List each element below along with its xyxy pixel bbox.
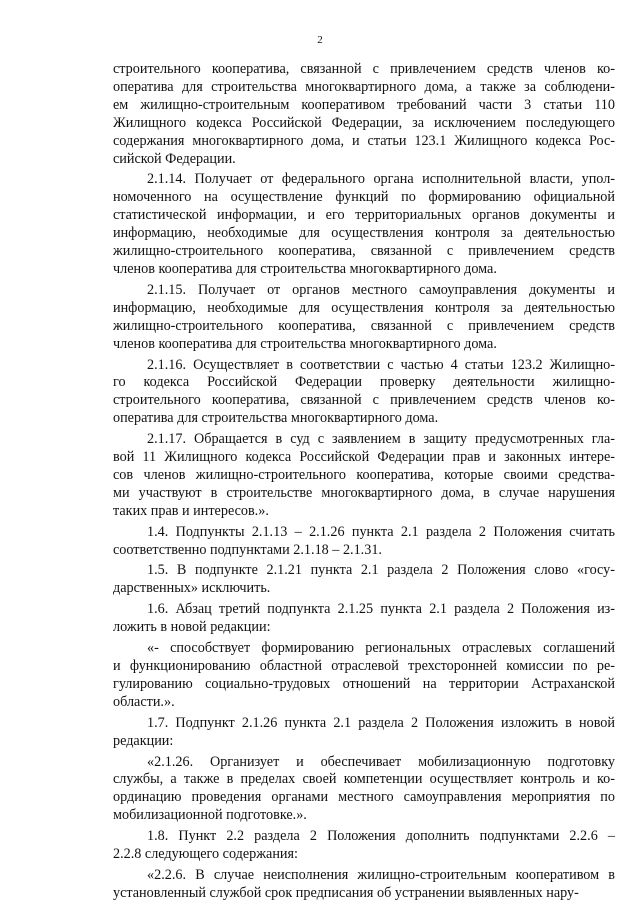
- text-line: информацию, необходимые для осуществления контроля за деятельностью: [113, 299, 615, 316]
- paragraph: [113, 357, 615, 429]
- text-line: и функционированию областной отраслевой трехсторонней комиссии по ре-: [113, 658, 615, 674]
- text-line: «2.2.6. В случае неисполнения жилищно-строительным кооперативом в: [147, 866, 615, 883]
- text-line: членов кооператива для строительства многоквартирного дома.: [113, 260, 497, 277]
- text-line: членов кооператива для строительства многоквартирного дома.: [113, 335, 497, 352]
- text-line: области.».: [113, 693, 175, 710]
- text-line: строительного кооператива, связанной с привлечением средств членов ко-: [113, 392, 615, 409]
- paragraph: [113, 562, 615, 598]
- text-line: 1.5. В подпункте 2.1.21 пункта 2.1 раздела 2 Положения слово «госу-: [147, 562, 615, 579]
- paragraph: [113, 524, 615, 560]
- text-line: таких прав и интересов.».: [113, 502, 269, 519]
- text-line: 2.1.17. Обращается в суд с заявлением в защиту предусмотренных гла-: [147, 431, 615, 448]
- paragraph: [113, 867, 615, 903]
- text-line: оператива для строительства многоквартирного дома, а также за соблюдени-: [113, 78, 615, 95]
- text-line: 2.1.16. Осуществляет в соответствии с частью 4 статьи 123.2 Жилищно-: [147, 356, 615, 373]
- text-line: 2.1.14. Получает от федерального органа исполнительной власти, упол-: [147, 171, 615, 188]
- text-line: «2.1.26. Организует и обеспечивает мобилизационную подготовку: [147, 753, 615, 770]
- page-number: 2: [317, 34, 323, 46]
- text-line: «- способствует формированию региональных отраслевых соглашений: [147, 640, 615, 657]
- text-line: сийской Федерации.: [113, 150, 236, 167]
- text-line: ем жилищно-строительным кооперативом требований части 3 статьи 110: [113, 96, 615, 113]
- text-line: жилищно-строительного кооператива, связанной с привлечением средств: [113, 243, 615, 260]
- paragraph: [113, 601, 615, 637]
- paragraph: [113, 171, 615, 278]
- text-line: статистической информации, и его территориальных органов документы и: [113, 207, 615, 224]
- text-line: номоченного на осуществление функций по формированию официальной: [113, 189, 615, 206]
- text-line: строительного кооператива, связанной с привлечением средств членов ко-: [113, 61, 615, 77]
- document-body: [113, 61, 615, 903]
- text-line: информацию, необходимые для осуществления контроля за деятельностью: [113, 225, 615, 242]
- paragraph: [113, 715, 615, 751]
- text-line: Жилищного кодекса Российской Федерации, за исключением последующего: [113, 114, 615, 131]
- text-line: дарственных» исключить.: [113, 580, 271, 597]
- text-line: 1.6. Абзац третий подпункта 2.1.25 пункта 2.1 раздела 2 Положения из-: [147, 601, 615, 618]
- text-line: го кодекса Российской Федерации проверку деятельности жилищно-: [113, 374, 615, 391]
- text-line: сов членов жилищно-строительного кооператива, которые своими средства-: [113, 466, 615, 483]
- text-line: редакции:: [113, 732, 174, 749]
- text-line: 2.2.8 следующего содержания:: [113, 846, 298, 863]
- text-line: оператива для строительства многоквартирного дома.: [113, 410, 439, 427]
- text-line: установленный службой срок предписания об устранении выявленных нару-: [113, 884, 579, 901]
- text-line: ложить в новой редакции:: [113, 619, 271, 636]
- text-line: мобилизационной подготовке.».: [113, 807, 307, 824]
- paragraph: [113, 282, 615, 354]
- paragraph: [113, 754, 615, 826]
- paragraph: [113, 828, 615, 864]
- text-line: службы, а также в пределах своей компетенции осуществляет контроль и ко-: [113, 771, 615, 788]
- text-line: ординацию проведения органами местного самоуправления мероприятия по: [113, 789, 615, 806]
- text-line: жилищно-строительного кооператива, связанной с привлечением средств: [113, 317, 615, 334]
- text-line: 1.4. Подпункты 2.1.13 – 2.1.26 пункта 2.1 раздела 2 Положения считать: [147, 523, 615, 540]
- text-line: гулированию социально-трудовых отношений на территории Астраханской: [113, 675, 615, 692]
- paragraph: [113, 640, 615, 712]
- paragraph: [113, 61, 615, 168]
- text-line: вой 11 Жилищного кодекса Российской Федерации прав и законных интере-: [113, 449, 615, 466]
- paragraph: [113, 431, 615, 521]
- text-line: ми участвуют в строительстве многоквартирного дома, в случае нарушения: [113, 484, 615, 501]
- text-line: содержания многоквартирного дома, и статьи 123.1 Жилищного кодекса Рос-: [113, 132, 615, 149]
- text-line: соответственно подпунктами 2.1.18 – 2.1.31.: [113, 541, 382, 558]
- text-line: 2.1.15. Получает от органов местного самоуправления документы и: [147, 281, 615, 298]
- text-line: 1.7. Подпункт 2.1.26 пункта 2.1 раздела 2 Положения изложить в новой: [147, 714, 615, 731]
- text-line: 1.8. Пункт 2.2 раздела 2 Положения дополнить подпунктами 2.2.6 –: [147, 828, 615, 845]
